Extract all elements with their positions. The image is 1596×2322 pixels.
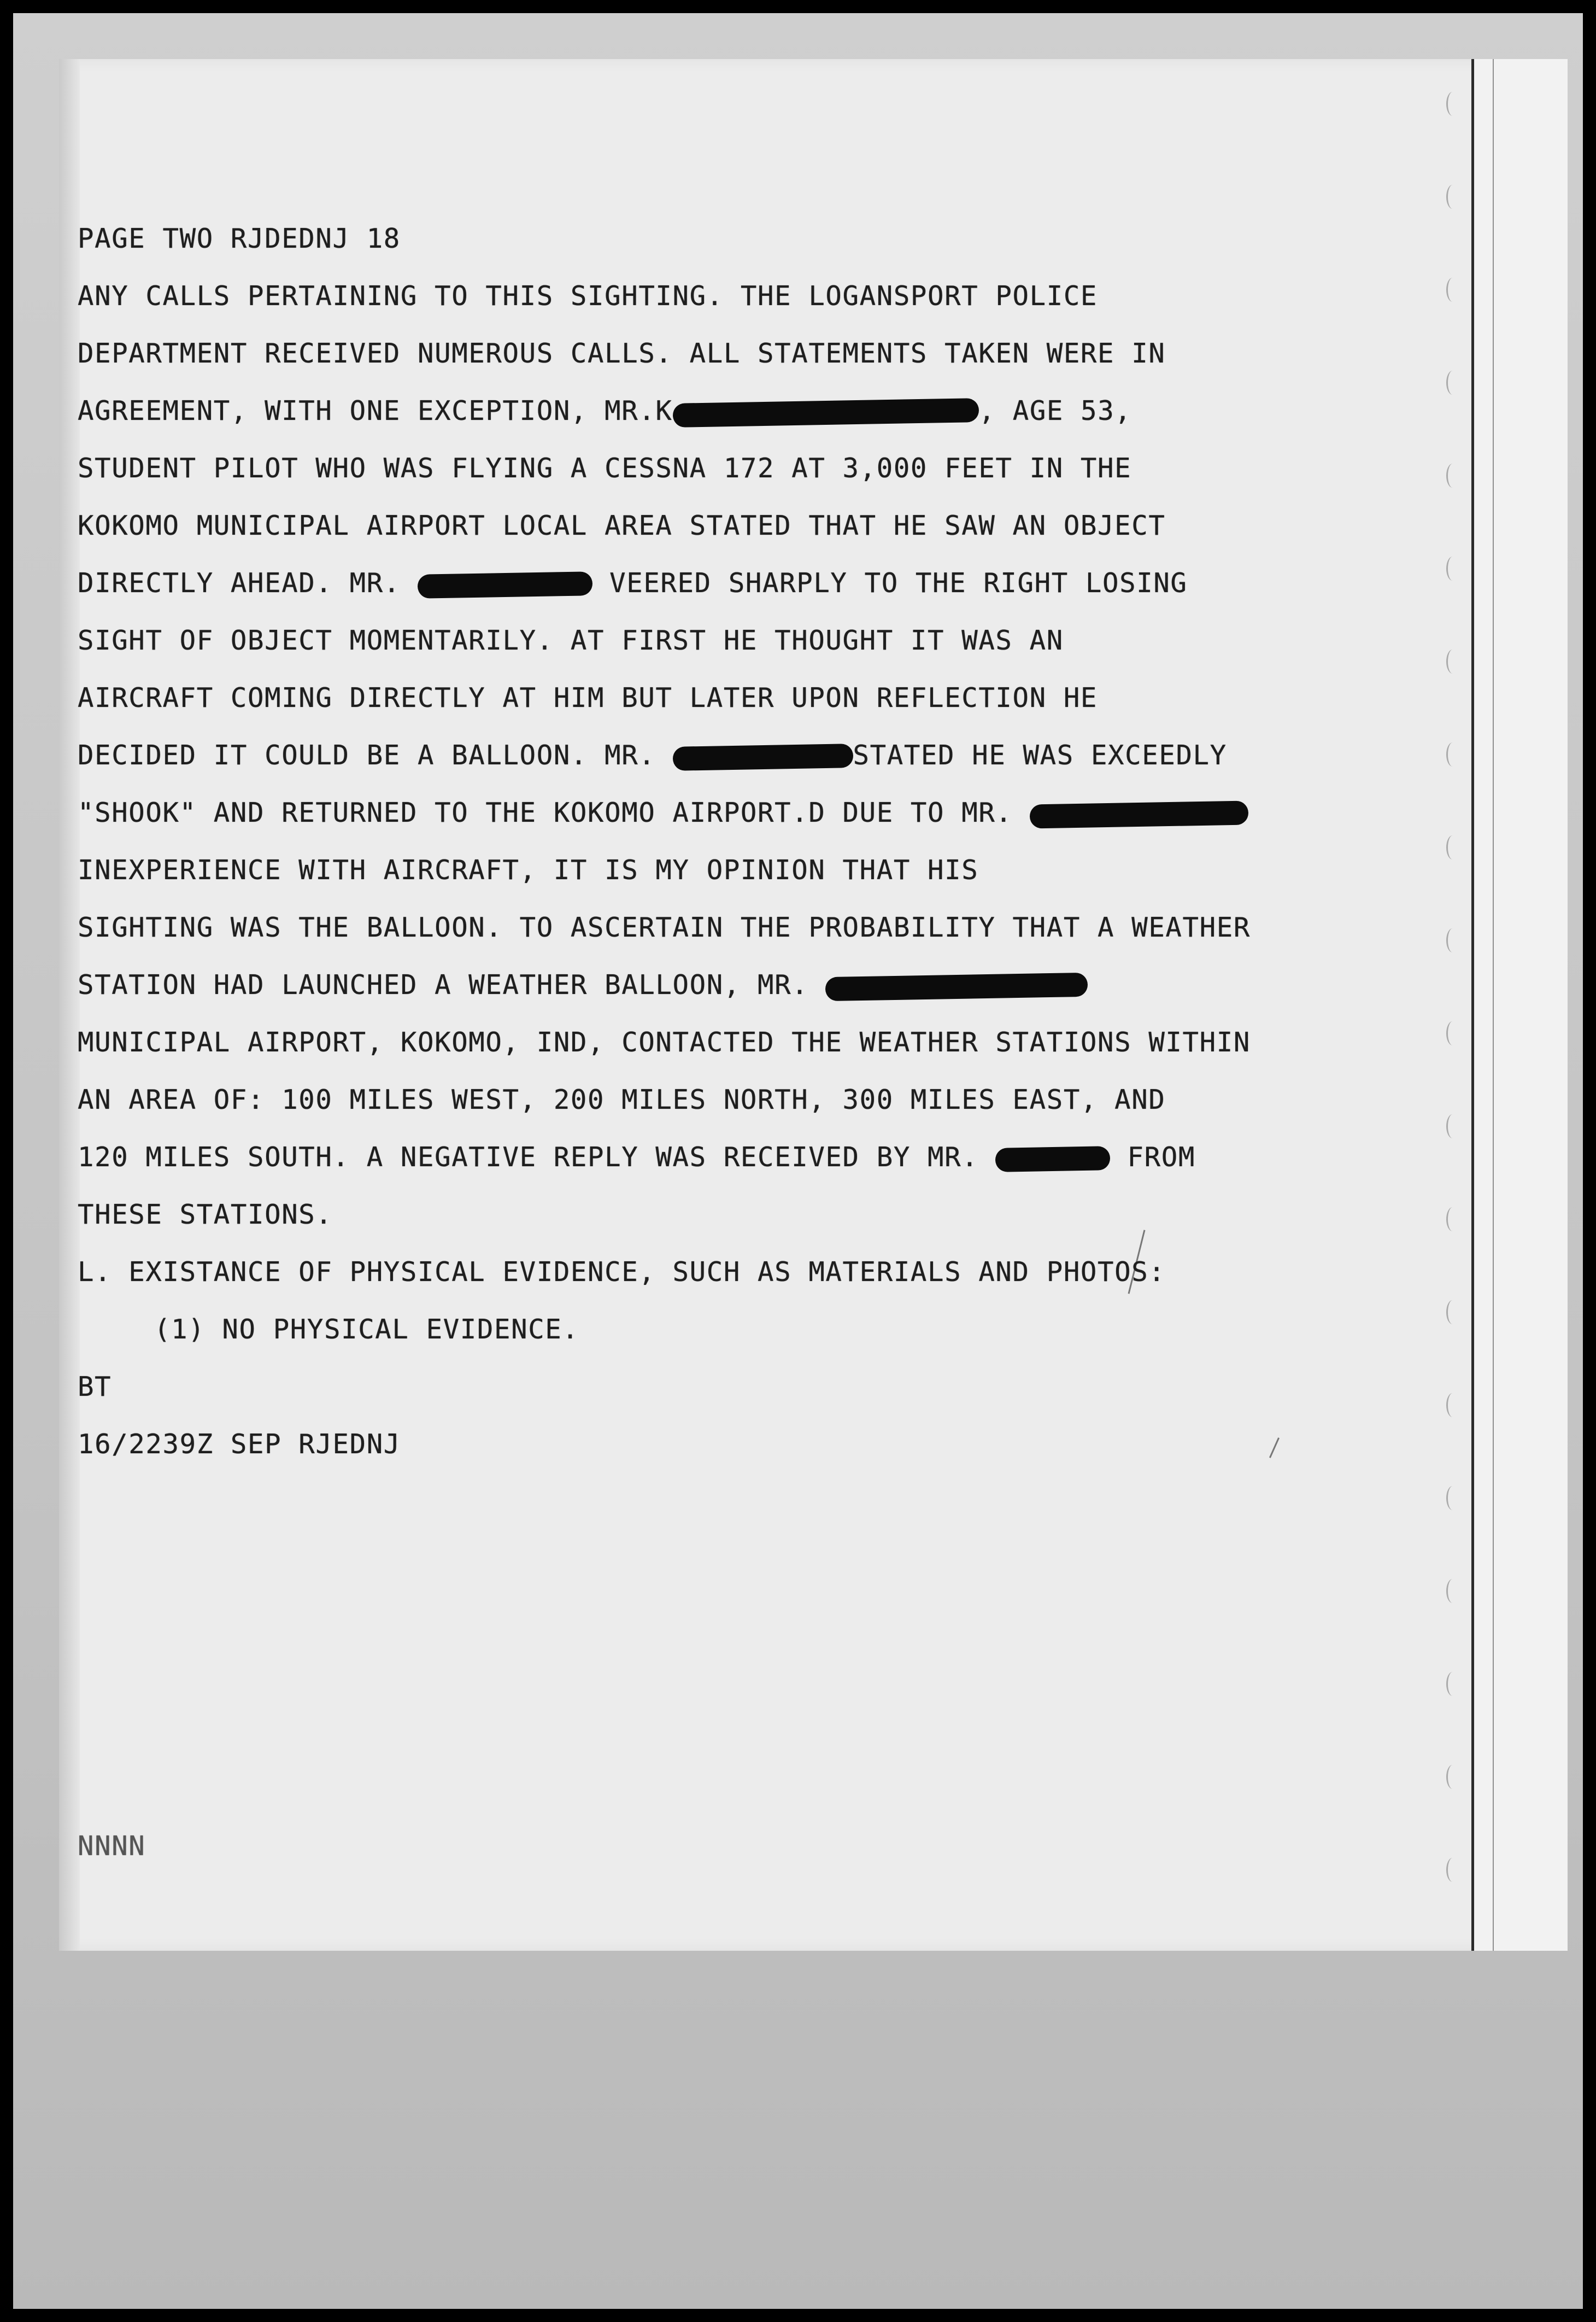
tractor-feed-margin (1474, 59, 1568, 1951)
text-segment: 120 MILES SOUTH. A NEGATIVE REPLY WAS RECEIVED BY MR. (78, 1142, 996, 1173)
text-line: (1) NO PHYSICAL EVIDENCE. (154, 1314, 579, 1345)
text-line: STUDENT PILOT WHO WAS FLYING A CESSNA 172 AT 3,000 FEET IN THE (78, 453, 1132, 484)
text-line: L. EXISTANCE OF PHYSICAL EVIDENCE, SUCH AS MATERIALS AND PHOTOS: (78, 1256, 1166, 1288)
text-segment: DECIDED IT COULD BE A BALLOON. MR. (78, 740, 673, 771)
text-line (78, 554, 1455, 612)
redaction-bar (418, 571, 593, 599)
text-line: ANY CALLS PERTAINING TO THIS SIGHTING. THE LOGANSPORT POLICE (78, 280, 1098, 312)
text-line: SIGHT OF OBJECT MOMENTARILY. AT FIRST HE THOUGHT IT WAS AN (78, 625, 1064, 656)
text-segment: FROM (1110, 1142, 1195, 1173)
redaction-bar (1029, 800, 1248, 828)
teletype-page (59, 59, 1568, 1951)
text-line: AIRCRAFT COMING DIRECTLY AT HIM BUT LATER UPON REFLECTION HE (78, 682, 1098, 713)
text-line: MUNICIPAL AIRPORT, KOKOMO, IND, CONTACTED THE WEATHER STATIONS WITHIN (78, 1027, 1251, 1058)
redaction-bar (825, 972, 1088, 1001)
text-line (78, 956, 1455, 1014)
end-of-message: NNNN (78, 1830, 146, 1862)
feed-hole (1446, 185, 1459, 209)
redaction-bar (995, 1146, 1111, 1172)
text-segment: "SHOOK" AND RETURNED TO THE KOKOMO AIRPORT.D DUE TO MR. (78, 797, 1030, 828)
redaction-bar (672, 398, 979, 428)
text-line (78, 784, 1455, 841)
text-line: INEXPERIENCE WITH AIRCRAFT, IT IS MY OPINION THAT HIS (78, 855, 979, 886)
text-segment: STATION HAD LAUNCHED A WEATHER BALLOON, MR. (78, 969, 826, 1001)
margin-guide-line (1493, 59, 1494, 1951)
page-edge-line (1471, 59, 1474, 1951)
text-segment: AGREEMENT, WITH ONE EXCEPTION, MR.K (78, 395, 673, 426)
binding-strip (59, 59, 80, 1951)
text-segment: VEERED SHARPLY TO THE RIGHT LOSING (592, 568, 1188, 599)
text-line (78, 1128, 1455, 1186)
feed-hole (1446, 92, 1459, 116)
blank-space (78, 1473, 1455, 1588)
text-segment: STATED HE WAS EXCEEDLY (853, 740, 1227, 771)
text-line: KOKOMO MUNICIPAL AIRPORT LOCAL AREA STATED THAT HE SAW AN OBJECT (78, 510, 1166, 541)
text-line (78, 382, 1455, 440)
blank-space (78, 1703, 1455, 1817)
text-line: BT (78, 1371, 112, 1402)
text-line (78, 727, 1455, 784)
text-line: DEPARTMENT RECEIVED NUMEROUS CALLS. ALL STATEMENTS TAKEN WERE IN (78, 338, 1166, 369)
text-line: THESE STATIONS. (78, 1199, 333, 1230)
text-segment: , AGE 53, (978, 395, 1132, 426)
text-segment: DIRECTLY AHEAD. MR. (78, 568, 418, 599)
text-line: SIGHTING WAS THE BALLOON. TO ASCERTAIN THE PROBABILITY THAT A WEATHER (78, 912, 1251, 943)
text-line: 16/2239Z SEP RJEDNJ (78, 1429, 401, 1460)
text-line: AN AREA OF: 100 MILES WEST, 200 MILES NORTH, 300 MILES EAST, AND (78, 1084, 1166, 1115)
text-line: PAGE TWO RJDEDNJ 18 (78, 223, 401, 254)
photograph-background (13, 13, 1583, 2309)
blank-space (78, 1588, 1455, 1703)
redaction-bar (672, 744, 853, 771)
teletype-message (78, 210, 1455, 1875)
